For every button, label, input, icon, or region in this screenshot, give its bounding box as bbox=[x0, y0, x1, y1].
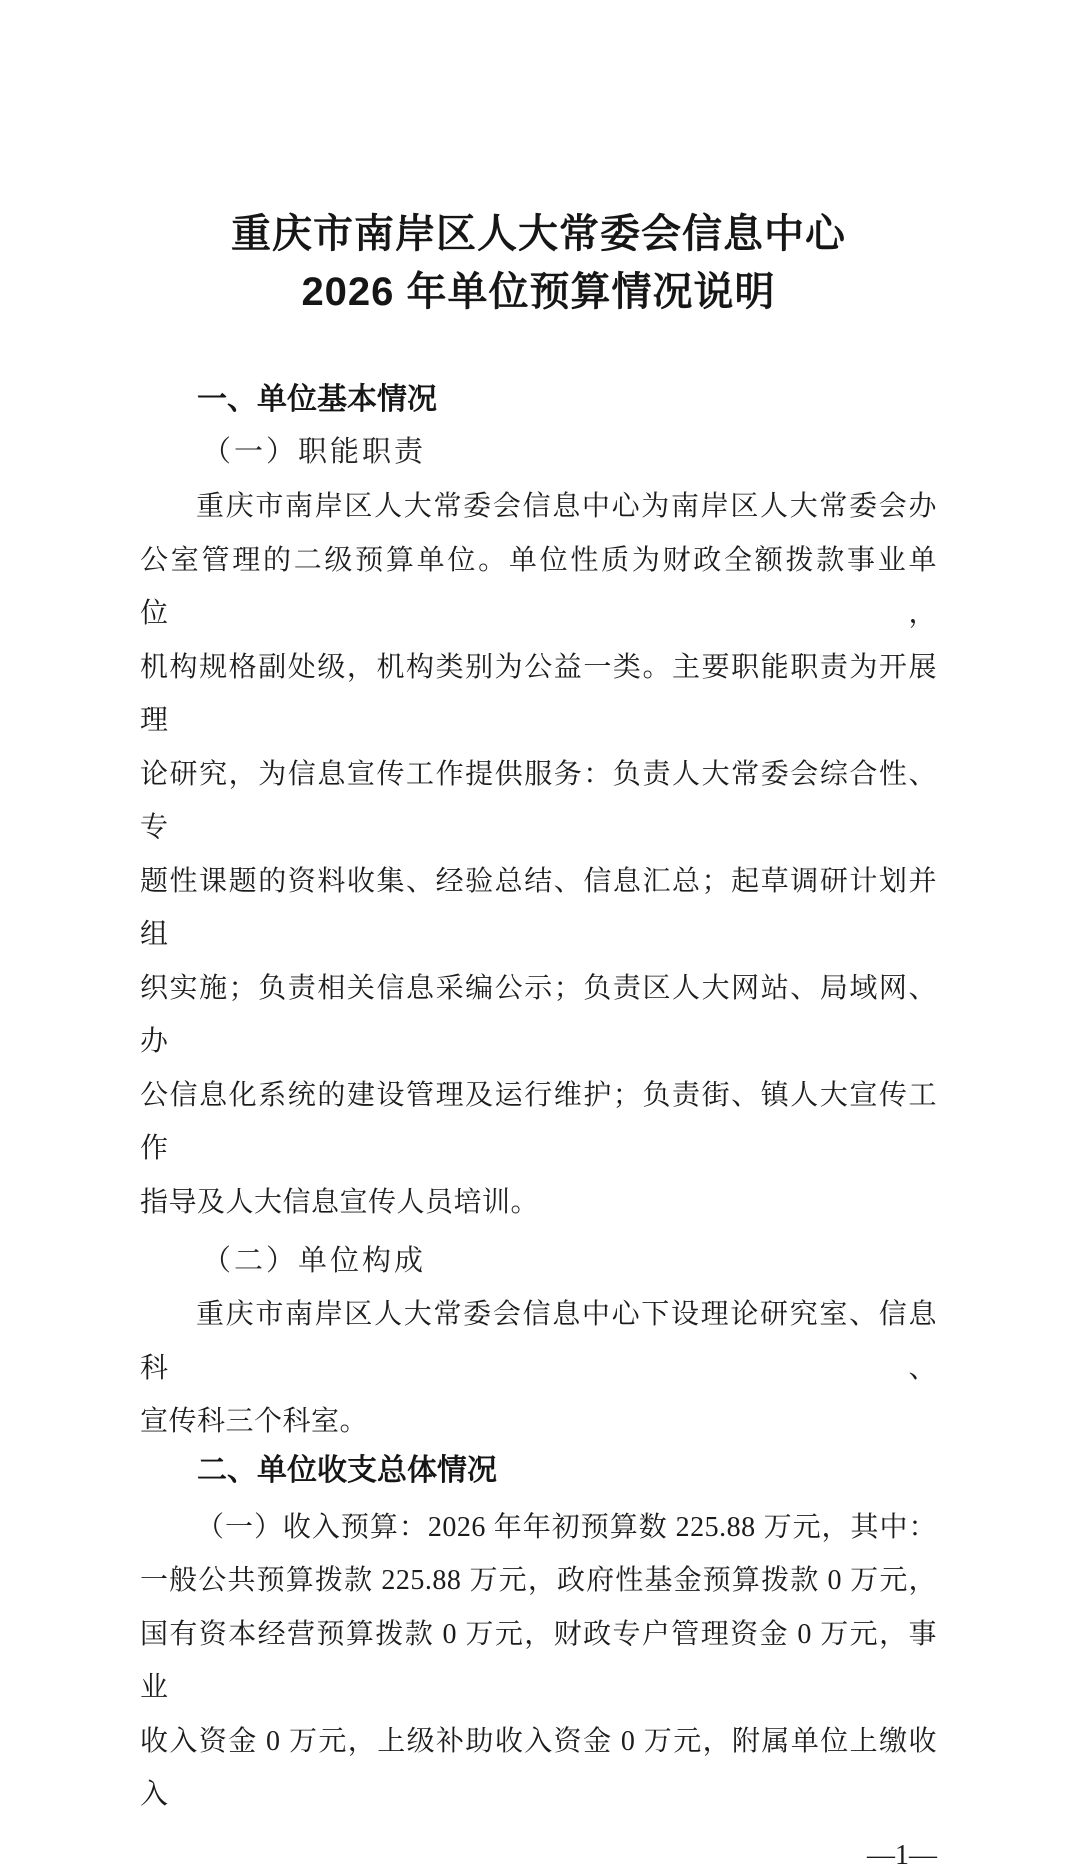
paragraph-line: 织实施；负责相关信息采编公示；负责区人大网站、局域网、办 bbox=[140, 972, 937, 1057]
paragraph-composition bbox=[140, 1288, 937, 1449]
section-1-heading: 一、单位基本情况 bbox=[197, 383, 437, 416]
paragraph-line: 收入资金 0 万元，上级补助收入资金 0 万元，附属单位上缴收入 bbox=[140, 1725, 937, 1810]
title-line-1: 重庆市南岸区人大常委会信息中心 bbox=[231, 212, 846, 256]
paragraph-line: 机构规格副处级，机构类别为公益一类。主要职能职责为开展理 bbox=[140, 651, 937, 736]
subsection-1-1-heading: （一）职能职责 bbox=[202, 436, 427, 468]
paragraph-line: 公室管理的二级预算单位。单位性质为财政全额拨款事业单位， bbox=[140, 544, 937, 629]
document-title bbox=[140, 205, 937, 321]
paragraph-line: （一）收入预算：2026 年年初预算数 225.88 万元，其中： bbox=[196, 1511, 937, 1543]
paragraph-line: 重庆市南岸区人大常委会信息中心为南岸区人大常委会办 bbox=[196, 491, 937, 522]
paragraph-income-budget bbox=[140, 1501, 937, 1822]
subsection-1-2-heading: （二）单位构成 bbox=[202, 1245, 427, 1277]
document-content bbox=[140, 0, 937, 1876]
paragraph-line: 指导及人大信息宣传人员培训。 bbox=[140, 1186, 540, 1218]
section-2-heading: 二、单位收支总体情况 bbox=[197, 1453, 497, 1487]
paragraph-line: 一般公共预算拨款 225.88 万元，政府性基金预算拨款 0 万元， bbox=[140, 1565, 937, 1596]
paragraph-line: 宣传科三个科室。 bbox=[140, 1406, 369, 1437]
paragraph-line: 重庆市南岸区人大常委会信息中心下设理论研究室、信息科、 bbox=[140, 1299, 937, 1384]
paragraph-line: 题性课题的资料收集、经验总结、信息汇总；起草调研计划并组 bbox=[140, 865, 937, 950]
paragraph-line: 论研究，为信息宣传工作提供服务：负责人大常委会综合性、专 bbox=[140, 758, 937, 843]
paragraph-line: 公信息化系统的建设管理及运行维护；负责街、镇人大宣传工作 bbox=[140, 1079, 937, 1164]
paragraph-duties bbox=[140, 480, 937, 1229]
page-number: —1— bbox=[867, 1839, 937, 1871]
paragraph-line: 国有资本经营预算拨款 0 万元，财政专户管理资金 0 万元，事业 bbox=[140, 1618, 937, 1703]
title-line-2: 2026 年单位预算情况说明 bbox=[301, 270, 776, 314]
